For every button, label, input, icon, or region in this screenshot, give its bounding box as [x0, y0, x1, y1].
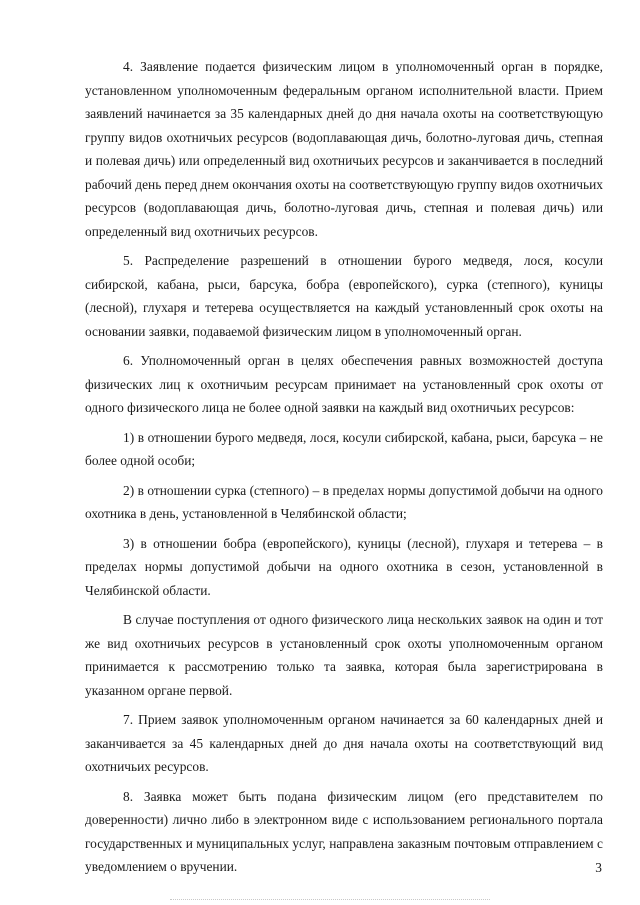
- document-body: [85, 55, 603, 885]
- paragraph-6: 6. Уполномоченный орган в целях обеспечения равных возможностей доступа физических лиц к охотничьим ресурсам принимает на установленный срок охоты от одного физического лица не более одной заявки на каждый вид охотничьих ресурсов:: [85, 353, 603, 415]
- paragraph-6-item-3: 3) в отношении бобра (европейского), куницы (лесной), глухаря и тетерева – в пределах нормы допустимой добычи на одного охотника в сезон, установленной в Челябинской области.: [85, 535, 603, 598]
- paragraph-4: 4. Заявление подается физическим лицом в уполномоченный орган в порядке, установленном уполномоченным федеральным органом исполнительной власти. Прием заявлений начинается за 35 календарных дней до дня начала охоты на соответствующую группу видов охотничьих ресурсов (водоплавающая дичь, болотно-луговая дичь, степная и полевая дичь) или определенный вид охотничьих ресурсов и заканчивается в последний рабочий день перед днем окончания охоты на соответствующую группу видов охотничьих ресурсов (водоплавающая дичь, болотно-луговая дичь, степная и полевая дичь) или определенный вид охотничьих ресурсов.: [85, 59, 603, 239]
- paragraph-6-item-1: 1) в отношении бурого медведя, лося, косули сибирской, кабана, рыси, барсука – не более одной особи;: [85, 429, 603, 468]
- paragraph-8: 8. Заявка может быть подана физическим лицом (его представителем по доверенности) лично либо в электронном виде с использованием регионального портала государственных и муниципальных услуг, направлена заказным почтовым отправлением с уведомлением о вручении.: [85, 788, 603, 874]
- paragraph-5: 5. Распределение разрешений в отношении бурого медведя, лося, косули сибирской, кабана, рыси, барсука, бобра (европейского), сурка (степного), куницы (лесной), глухаря и тетерева осуществляется на каждый установленный срок охоты на основании заявки, подаваемой физическим лицом в уполномоченный орган.: [85, 253, 603, 339]
- paragraph-6-item-2: 2) в отношении сурка (степного) – в пределах нормы допустимой добычи на одного охотника в день, установленной в Челябинской области;: [85, 482, 603, 521]
- scan-edge-line: [170, 899, 490, 901]
- paragraph-7: 7. Прием заявок уполномоченным органом начинается за 60 календарных дней и заканчивается за 45 календарных дней до дня начала охоты на соответствующий вид охотничьих ресурсов.: [85, 712, 603, 774]
- paragraph-6-note: В случае поступления от одного физического лица нескольких заявок на один и тот же вид охотничьих ресурсов в установленный срок охоты уполномоченным органом принимается к рассмотрению только та заявка, которая была зарегистрирована в указанном органе первой.: [85, 612, 603, 698]
- page-number: 3: [595, 860, 602, 875]
